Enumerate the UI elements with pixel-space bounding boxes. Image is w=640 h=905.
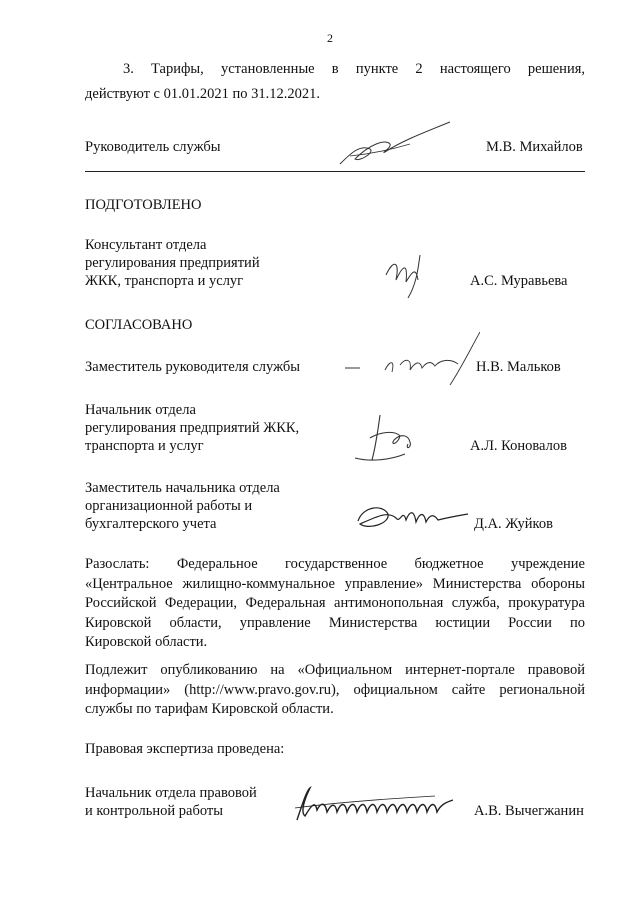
publication-line-3: службы по тарифам Кировской области. xyxy=(85,701,334,717)
agreed-signer-2-position-line-2: регулирования предприятий ЖКК, xyxy=(85,420,300,436)
distribution-line-5: Кировской области. xyxy=(85,634,208,650)
distribution-line-2: «Центральное жилищно-коммунальное управление» Министерства обороны xyxy=(85,575,585,592)
agreed-signer-3-position-line-2: организационной работы и xyxy=(85,498,253,514)
prepared-name: А.С. Муравьева xyxy=(470,273,568,289)
head-signature xyxy=(330,114,460,174)
legal-review-position-line-1: Начальник отдела правовой xyxy=(85,785,257,801)
item3-paragraph xyxy=(85,60,585,80)
prepared-signature xyxy=(378,250,438,300)
prepared-heading: ПОДГОТОВЛЕНО xyxy=(85,197,202,213)
agreed-signer-2-name: А.Л. Коновалов xyxy=(470,438,567,454)
page-number: 2 xyxy=(327,31,333,45)
distribution-line-1: Разослать: Федеральное государственное бюджетное учреждение xyxy=(85,556,585,572)
divider-line xyxy=(85,171,585,172)
agreed-signer-3-position-line-3: бухгалтерского учета xyxy=(85,516,217,532)
legal-review-signature xyxy=(285,780,460,830)
agreed-signer-3-signature xyxy=(348,496,473,536)
legal-review-text: Правовая экспертиза проведена: xyxy=(85,741,285,757)
item3-line-1: 3. Тарифы, установленные в пункте 2 настоящего решения, xyxy=(123,61,585,77)
agreed-signer-2-position-line-1: Начальник отдела xyxy=(85,402,196,418)
agreed-signer-3-name: Д.А. Жуйков xyxy=(474,516,553,532)
prepared-position-line-1: Консультант отдела xyxy=(85,237,207,253)
head-position: Руководитель службы xyxy=(85,139,221,155)
distribution-line-3: Российской Федерации, Федеральная антимонопольная служба, прокуратура xyxy=(85,595,585,611)
prepared-position-line-2: регулирования предприятий xyxy=(85,255,260,271)
head-name: М.В. Михайлов xyxy=(486,139,583,155)
agreed-signer-1-position: Заместитель руководителя службы xyxy=(85,359,301,375)
agreed-signer-2-position-line-3: транспорта и услуг xyxy=(85,438,204,454)
distribution-line-4: Кировской области, управление Министерства юстиции России по xyxy=(85,614,585,631)
item3-line-2: действуют с 01.01.2021 по 31.12.2021. xyxy=(85,86,320,102)
legal-review-name: А.В. Вычегжанин xyxy=(474,803,584,819)
agreed-heading: СОГЛАСОВАНО xyxy=(85,317,193,333)
agreed-signer-1-name: Н.В. Мальков xyxy=(476,359,561,375)
agreed-signer-1-signature xyxy=(340,330,480,390)
publication-line-1: Подлежит опубликованию на «Официальном интернет-портале правовой xyxy=(85,662,585,678)
distribution-paragraph xyxy=(85,555,585,653)
publication-line-2: информации» (http://www.pravo.gov.ru), официальном сайте региональной xyxy=(85,681,585,698)
agreed-signer-3-position-line-1: Заместитель начальника отдела xyxy=(85,480,280,496)
agreed-signer-2-signature xyxy=(350,410,440,470)
publication-paragraph xyxy=(85,661,585,720)
prepared-position-line-3: ЖКК, транспорта и услуг xyxy=(85,273,244,289)
legal-review-position-line-2: и контрольной работы xyxy=(85,803,223,819)
